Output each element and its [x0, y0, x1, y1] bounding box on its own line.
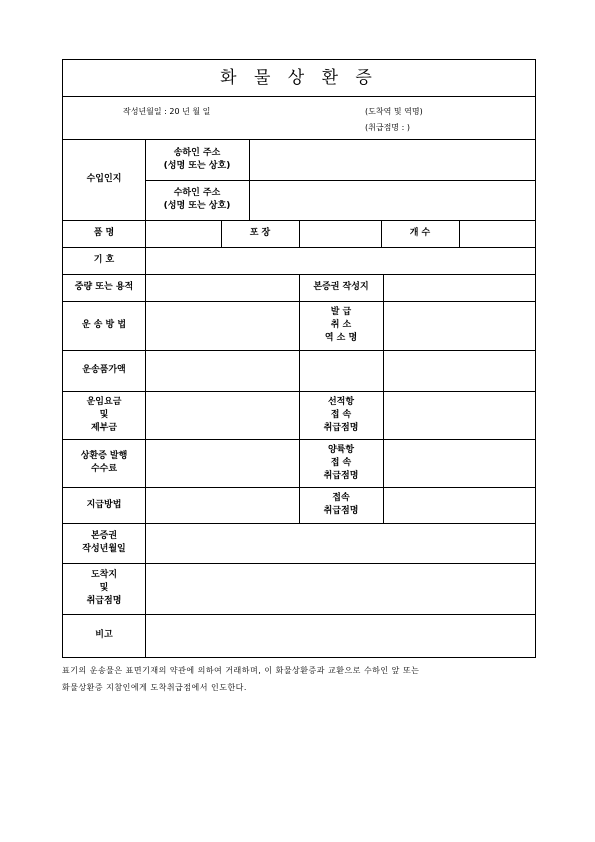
date-line: 작성년월일 : 20 년 월 일	[123, 107, 211, 116]
departure-office-field[interactable]	[384, 392, 535, 439]
label-line: 취급점명	[323, 470, 359, 481]
connecting-office-field[interactable]	[384, 488, 535, 523]
label-line: 및	[99, 409, 109, 420]
shipper-address-field[interactable]	[250, 140, 535, 180]
weight-volume-label: 중량 또는 용적	[74, 282, 134, 292]
packaging-label: 포 장	[249, 228, 271, 238]
footer-note	[62, 662, 536, 696]
shipper-address-label	[145, 139, 249, 180]
item-name-label: 품 명	[93, 228, 115, 238]
label-line: 접 속	[330, 457, 352, 468]
document-date-label	[63, 523, 145, 563]
label-line: 도착지	[90, 570, 118, 580]
label-line: 역 소 명	[324, 333, 358, 343]
mark-label: 기 호	[93, 255, 115, 265]
station-line: (도착역 및 역명)	[365, 107, 423, 116]
label-line: 작성년월일	[82, 544, 126, 554]
count-label: 개 수	[409, 228, 431, 238]
label-line: 및	[99, 583, 109, 593]
remarks-field[interactable]	[146, 615, 535, 657]
label-line: 제부금	[90, 422, 118, 433]
transport-method-label: 운 송 방 법	[81, 320, 127, 330]
item-name-field[interactable]	[146, 221, 221, 247]
label-line: 접속	[332, 493, 350, 503]
remarks-label: 비고	[95, 630, 113, 640]
count-field[interactable]	[460, 221, 535, 247]
label-line: (성명 또는 상호)	[163, 160, 231, 171]
label-line: 접 속	[330, 409, 352, 420]
form-title: 화 물 상 환 증	[220, 67, 378, 88]
label-line: 양륙항	[327, 444, 355, 455]
transport-method-field[interactable]	[146, 302, 299, 350]
handler-line: (취급점명 : )	[365, 123, 410, 132]
footer-line: 표기의 운송물은 표면기재의 약관에 의하여 거래하며, 이 화물상환증과 교환으로 수하인 앞 또는	[62, 666, 420, 675]
issuing-station-field[interactable]	[384, 302, 535, 350]
label-line: 취급점명	[323, 422, 359, 433]
issue-fee-field[interactable]	[146, 440, 299, 487]
issuing-station-label	[299, 301, 383, 350]
declared-value-label: 운송품가액	[82, 365, 126, 375]
label-line: 송하인 주소	[173, 147, 221, 158]
label-line: 취급점명	[323, 506, 359, 516]
label-line: 운임요금	[86, 396, 122, 407]
footer-line: 화물상환증 지참인에게 도착취급점에서 인도한다.	[62, 683, 247, 692]
document-place-label: 본증권 작성지	[313, 282, 369, 292]
label-line: 선적항	[327, 396, 355, 407]
divider	[63, 96, 535, 97]
label-line: 상환증 발행	[80, 451, 128, 461]
receiver-group-label: 수입인지	[86, 174, 122, 184]
landing-office-label	[299, 439, 383, 487]
label-line: 본증권	[90, 531, 118, 541]
label-line: (성명 또는 상호)	[163, 201, 231, 211]
label-line: 수수료	[90, 464, 118, 474]
document-date-field[interactable]	[146, 524, 535, 563]
label-line: 발 급	[330, 307, 352, 317]
freight-charges-field[interactable]	[146, 392, 299, 439]
label-line: 취급점명	[86, 596, 122, 606]
payment-method-label: 지급방법	[86, 499, 122, 510]
issue-fee-label	[63, 439, 145, 487]
consignee-address-label	[145, 180, 249, 220]
document-place-field[interactable]	[384, 275, 535, 301]
payment-method-field[interactable]	[146, 488, 299, 523]
packaging-field[interactable]	[300, 221, 381, 247]
cargo-receipt-form	[62, 59, 536, 658]
mark-field[interactable]	[146, 248, 535, 274]
landing-office-field[interactable]	[384, 440, 535, 487]
consignee-address-field[interactable]	[250, 181, 535, 220]
weight-volume-field[interactable]	[146, 275, 299, 301]
label-line: 수하인 주소	[173, 188, 221, 198]
label-line: 취 소	[330, 320, 352, 330]
connecting-office-label	[299, 487, 383, 523]
departure-office-label	[299, 391, 383, 439]
freight-charges-label	[63, 391, 145, 439]
destination-label	[63, 563, 145, 614]
destination-field[interactable]	[146, 564, 535, 614]
declared-value-field[interactable]	[146, 351, 535, 391]
